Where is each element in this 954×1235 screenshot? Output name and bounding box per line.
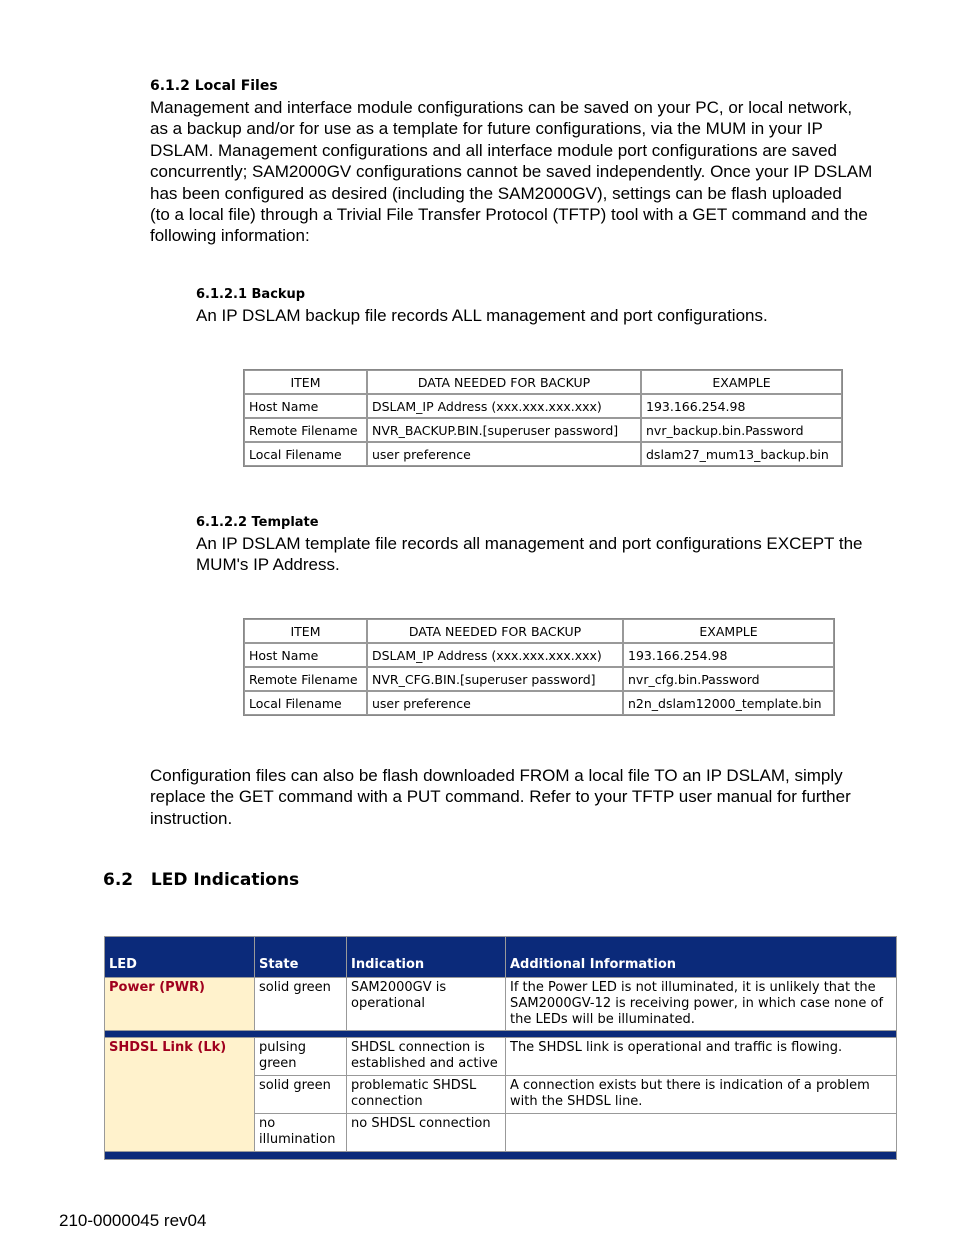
text-line: instruction. [150, 808, 233, 828]
table-row [244, 643, 834, 667]
table-cell: NVR_BACKUP.BIN.[superuser password] [367, 418, 641, 442]
table-cell: dslam27_mum13_backup.bin [641, 442, 842, 466]
text-line: concurrently; SAM2000GV configurations cannot be saved independently. Once your IP DSLAM [150, 162, 873, 182]
table-cell: nvr_cfg.bin.Password [623, 667, 834, 691]
table-cell: Remote Filename [244, 667, 367, 691]
table-cell: solid green [255, 978, 347, 1031]
subsection-heading-template: 6.1.2.2 Template [196, 515, 319, 530]
table-cell: pulsing green [255, 1038, 347, 1076]
table-separator-row [105, 1031, 897, 1038]
table-row [244, 691, 834, 715]
table-cell: Host Name [244, 643, 367, 667]
led-name-cell: SHDSL Link (Lk) [105, 1038, 255, 1152]
table-header-cell: Indication [347, 937, 506, 978]
table-row [105, 978, 897, 1031]
text-line: MUM's IP Address. [196, 555, 340, 575]
text-line: (to a local file) through a Trivial File Transfer Protocol (TFTP) tool with a GET command and the [150, 205, 868, 225]
text-line: Configuration files can also be flash downloaded FROM a local file TO an IP DSLAM, simply [150, 766, 843, 785]
table-cell: user preference [367, 691, 623, 715]
table-separator-row [105, 1152, 897, 1160]
table-cell: DSLAM_IP Address (xxx.xxx.xxx.xxx) [367, 643, 623, 667]
table-cell: A connection exists but there is indication of a problem with the SHDSL line. [506, 1076, 897, 1114]
table-row [244, 394, 842, 418]
table-cell: DSLAM_IP Address (xxx.xxx.xxx.xxx) [367, 394, 641, 418]
text-line: as a backup and/or for use as a template for future configurations, via the MUM in your IP [150, 119, 823, 139]
table-cell: solid green [255, 1076, 347, 1114]
section-heading-local-files: 6.1.2 Local Files [150, 78, 278, 94]
table-cell: If the Power LED is not illuminated, it is unlikely that the SAM2000GV-12 is receiving power, in which case none of the LEDs will be illuminated. [506, 978, 897, 1031]
led-indications-table [104, 936, 897, 1160]
text-line: An IP DSLAM template file records all management and port configurations EXCEPT the [196, 534, 863, 553]
table-cell: NVR_CFG.BIN.[superuser password] [367, 667, 623, 691]
table-cell: 193.166.254.98 [623, 643, 834, 667]
table-cell: SHDSL connection is established and active [347, 1038, 506, 1076]
table-cell: problematic SHDSL connection [347, 1076, 506, 1114]
table-cell: Local Filename [244, 442, 367, 466]
table-cell: no SHDSL connection [347, 1114, 506, 1152]
table-header-cell: EXAMPLE [641, 370, 842, 394]
table-row [244, 667, 834, 691]
table-cell: Local Filename [244, 691, 367, 715]
table-cell: Host Name [244, 394, 367, 418]
table-cell: user preference [367, 442, 641, 466]
table-cell: 193.166.254.98 [641, 394, 842, 418]
table-cell: n2n_dslam12000_template.bin [623, 691, 834, 715]
template-table [243, 618, 835, 716]
table-header-cell: ITEM [244, 370, 367, 394]
table-header-cell: State [255, 937, 347, 978]
backup-text: An IP DSLAM backup file records ALL management and port configurations. [196, 306, 768, 325]
table-row [244, 442, 842, 466]
table-header-cell: LED [105, 937, 255, 978]
table-cell: Remote Filename [244, 418, 367, 442]
text-line: following information: [150, 226, 310, 246]
table-row [105, 1038, 897, 1076]
table-header-row [105, 937, 897, 978]
table-header-cell: EXAMPLE [623, 619, 834, 643]
table-cell: The SHDSL link is operational and traffic is flowing. [506, 1038, 897, 1076]
table-cell: no illumination [255, 1114, 347, 1152]
template-text [196, 533, 896, 576]
table-header-row [244, 619, 834, 643]
table-header-row [244, 370, 842, 394]
text-line: has been configured as desired (including the SAM2000GV), settings can be flash uploaded [150, 183, 842, 203]
table-cell: nvr_backup.bin.Password [641, 418, 842, 442]
footer-doc-number: 210-0000045 rev04 [59, 1211, 207, 1230]
separator-cell [105, 1152, 897, 1160]
table-header-cell: DATA NEEDED FOR BACKUP [367, 370, 641, 394]
table-header-cell: DATA NEEDED FOR BACKUP [367, 619, 623, 643]
subsection-heading-backup: 6.1.2.1 Backup [196, 287, 306, 302]
backup-table [243, 369, 843, 467]
text-line: replace the GET command with a PUT command. Refer to your TFTP user manual for further [150, 787, 851, 807]
download-paragraph [150, 765, 910, 829]
text-line: Management and interface module configurations can be saved on your PC, or local network, [150, 98, 853, 117]
table-header-cell: Additional Information [506, 937, 897, 978]
text-line: DSLAM. Management configurations and all interface module port configurations are saved [150, 140, 837, 160]
section-heading-led-indications: 6.2 LED Indications [103, 870, 300, 890]
table-header-cell: ITEM [244, 619, 367, 643]
table-row [244, 418, 842, 442]
local-files-paragraph [150, 97, 910, 247]
table-cell [506, 1114, 897, 1152]
led-name-cell: Power (PWR) [105, 978, 255, 1031]
separator-cell [105, 1031, 897, 1038]
table-cell: SAM2000GV is operational [347, 978, 506, 1031]
